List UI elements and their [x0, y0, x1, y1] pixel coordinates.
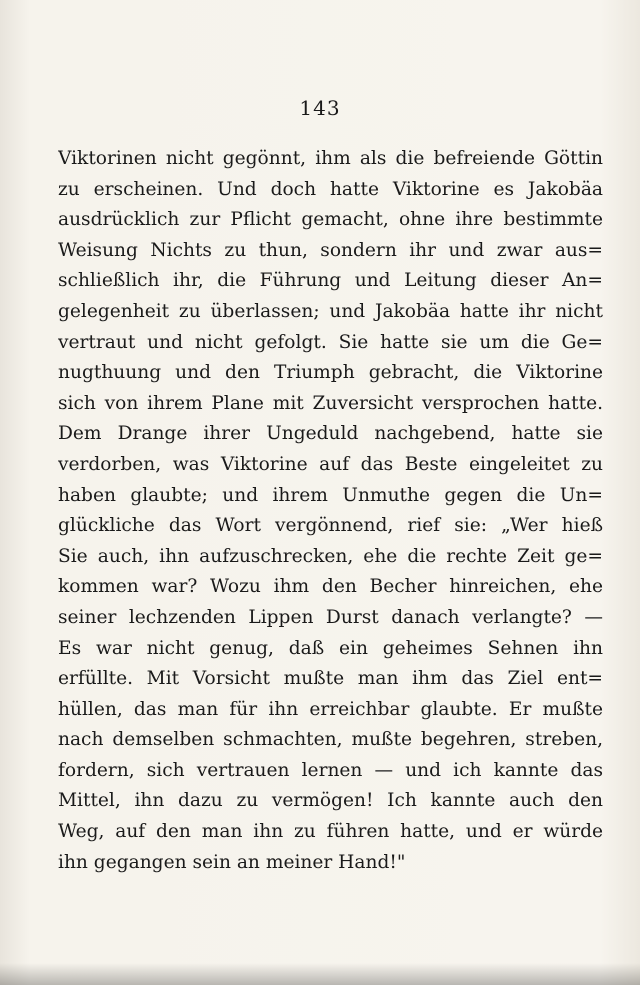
text-line: Mittel, ihn dazu zu vermögen! Ich kannte auch den	[58, 790, 603, 812]
text-line: seiner lechzenden Lippen Durst danach verlangte? —	[58, 606, 603, 628]
text-line: erfüllte. Mit Vorsicht mußte man ihm das Ziel ent=	[58, 668, 603, 690]
text-line: Weg, auf den man ihn zu führen hatte, und er würde	[58, 821, 603, 843]
text-line: fordern, sich vertrauen lernen — und ich kannte das	[58, 759, 603, 781]
text-line: Es war nicht genug, daß ein geheimes Sehnen ihn	[58, 637, 603, 659]
text-line: ihn gegangen sein an meiner Hand!"	[58, 851, 406, 873]
text-line: zu erscheinen. Und doch hatte Viktorine es Jakobäa	[58, 178, 603, 200]
text-line: gelegenheit zu überlassen; und Jakobäa hatte ihr nicht	[58, 300, 603, 322]
text-line: verdorben, was Viktorine auf das Beste eingeleitet zu	[58, 453, 603, 475]
text-line: kommen war? Wozu ihm den Becher hinreichen, ehe	[58, 576, 603, 598]
page-bottom-edge	[0, 963, 640, 985]
text-line: Dem Drange ihrer Ungeduld nachgebend, hatte sie	[58, 423, 603, 445]
text-line: nach demselben schmachten, mußte begehren, streben,	[58, 729, 603, 751]
text-line: sich von ihrem Plane mit Zuversicht versprochen hatte.	[58, 392, 603, 414]
text-line: Weisung Nichts zu thun, sondern ihr und zwar aus=	[58, 239, 603, 261]
text-line: Sie auch, ihn aufzuschrecken, ehe die rechte Zeit ge=	[58, 545, 603, 567]
text-line: haben glaubte; und ihrem Unmuthe gegen die Un=	[58, 484, 603, 506]
body-text	[58, 144, 603, 878]
text-line: ausdrücklich zur Pflicht gemacht, ohne ihre bestimmte	[58, 209, 603, 231]
text-line: glückliche das Wort vergönnend, rief sie: „Wer hieß	[58, 515, 603, 537]
text-line: hüllen, das man für ihn erreichbar glaubte. Er mußte	[58, 698, 603, 720]
text-line: Viktorinen nicht gegönnt, ihm als die befreiende Göttin	[58, 148, 603, 169]
text-line: schließlich ihr, die Führung und Leitung dieser An=	[58, 270, 603, 292]
text-line: nugthuung und den Triumph gebracht, die Viktorine	[58, 362, 603, 384]
page-number: 143	[299, 96, 341, 120]
text-line: vertraut und nicht gefolgt. Sie hatte sie um die Ge=	[58, 331, 603, 353]
